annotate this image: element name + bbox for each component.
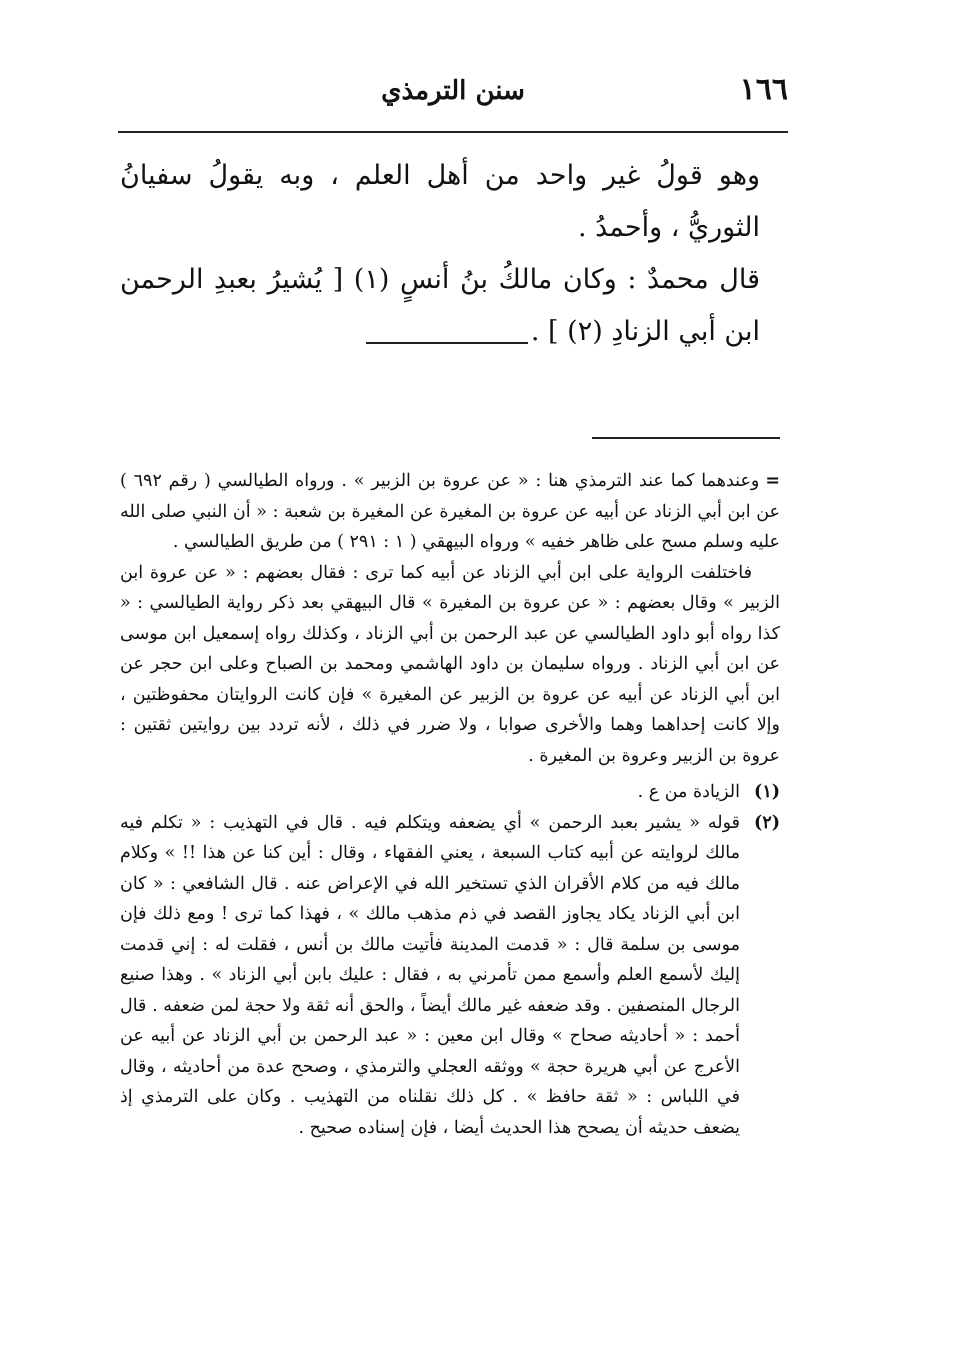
section-end-rule (366, 342, 528, 344)
page-header (118, 72, 788, 118)
footnote-continuation (120, 466, 780, 558)
footnote-separator (592, 437, 780, 439)
running-title: سنن الترمذي (381, 76, 525, 106)
main-paragraph-1: وهو قولُ غير واحد من أهل العلم ، وبه يقولُ سفيانُ الثوريُّ ، وأحمدُ . (120, 160, 760, 243)
main-paragraph-2: قال محمدٌ : وكان مالكُ بنُ أنسٍ (١) [ يُشيرُ بعبدِ الرحمن ابن أبي الزنادِ (٢) ] . (120, 264, 760, 347)
header-rule (118, 131, 788, 133)
continuation-marker: = (765, 471, 781, 491)
footnote-1-number: (١) (754, 782, 780, 802)
footnote-1 (120, 777, 780, 808)
footnote-2 (120, 808, 780, 1144)
footnote-continuation-paragraph-2: فاختلفت الرواية على ابن أبي الزناد عن أبيه كما ترى : فقال بعضهم : « عن عروة ابن الزبير » وقال بعضهم : « عن عروة بن المغيرة » قال البيهقي بعد ذكر رواية الطيالسي : « كذا رواه أبو داود الطيالسي عن عبد الرحمن بن أبي الزناد ، وكذلك رواه إسمعيل ابن موسى عن ابن أبي الزناد . ورواه سليمان بن داود الهاشمي ومحمد بن الصباح وعلى ابن حجر عن ابن أبي الزناد عن أبيه عن عروة بن الزبير عن المغيرة » فإن كانت الروايتان محفوظتين ، وإلا كانت إحداهما وهما والأخرى صوابا ، ولا ضرر في ذلك ، لأنه تردد بين روايتين ثقتين : عروة بن الزبير وعروة بن المغيرة . (120, 562, 780, 766)
page-number: ١٦٦ (739, 72, 788, 107)
footnote-2-number: (٢) (754, 812, 780, 833)
main-text (120, 150, 760, 358)
footnote-1-text: الزيادة من ع . (637, 782, 740, 802)
footnote-continuation-text: وعندهما كما عند الترمذي هنا : « عن عروة بن الزبير » . ورواه الطيالسي ( رقم ٦٩٢ ) عن ابن أبي الزناد عن أبيه عن عروة بن المغيرة عن المغيرة بن شعبة : « أن النبي صلى الله عليه وسلم مسح على ظاهر خفيه » ورواه البيهقي ( ١ : ٢٩١ ) من طريق الطيالسي . (120, 471, 780, 552)
footnote-2-text: قوله « يشير بعبد الرحمن » أي يضعفه ويتكلم فيه . قال في التهذيب : « تكلم فيه مالك لروايته عن أبيه كتاب السبعة ، يعني الفقهاء ، وقال : أين كنا عن هذا !! » وكلام مالك فيه من كلام الأقران الذي تستخير الله في الإعراض عنه . قال الشافعي : « كان ابن أبي الزناد يكاد يجاوز القصد في ذم مذهب مالك » ، فهذا كما ترى ! ومع ذلك فإن موسى بن سلمة قال : « قدمت المدينة فأتيت مالك بن أنس ، فقلت له : إني قدمت إليك لأسمع العلم وأسمع ممن تأمرني به ، فقال : عليك بابن أبي الزناد » . وهذا صنيع الرجال المنصفين . وقد ضعفه غير مالك أيضاً ، والحق أنه ثقة ولا حجة لمن ضعفه . قال أحمد : « أحاديثه صحاح » وقال ابن معين : « عبد الرحمن بن أبي الزناد عن أبيه عن الأعرج عن أبي هريرة حجة » ووثقه العجلي والترمذي ، وصحح عدة من أحاديثه ، وقال في اللباس : « ثقة حافظ » . كل ذلك نقلناه من التهذيب . وكان على الترمذي إذ يضعف حديثه أن يصحح هذا الحديث أيضا ، فإن إسناده صحيح . (120, 812, 740, 1138)
footnotes (120, 466, 780, 1143)
